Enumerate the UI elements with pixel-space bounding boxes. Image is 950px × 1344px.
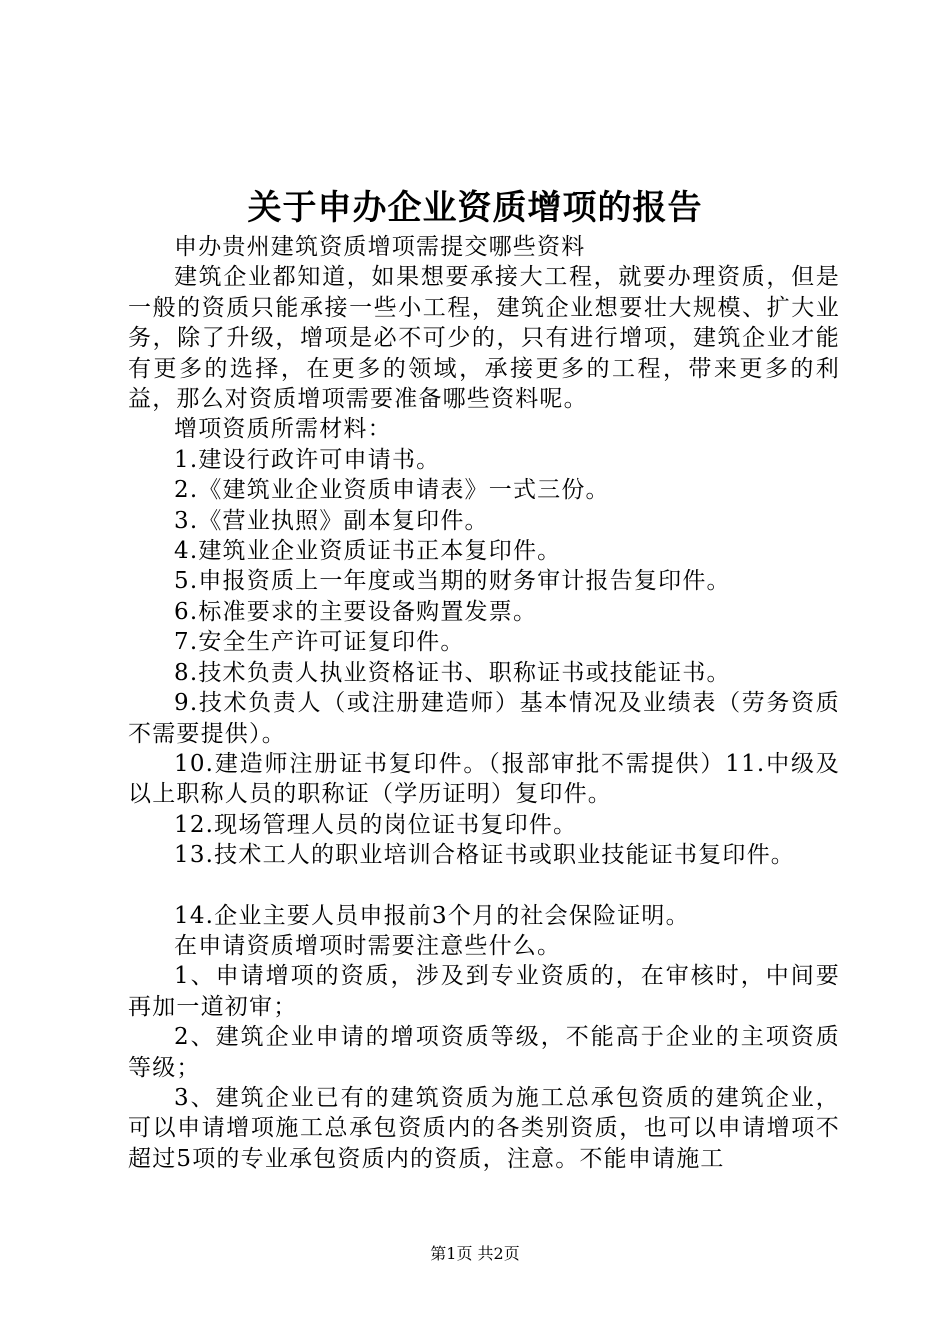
list-item: 7.安全生产许可证复印件。 [174, 629, 465, 656]
document-body [128, 232, 840, 1174]
list-item: 3.《营业执照》副本复印件。 [174, 507, 489, 534]
list-item: 2.《建筑业企业资质申请表》一式三份。 [174, 477, 610, 504]
document-title: 关于申办企业资质增项的报告 [247, 188, 703, 228]
note-item: 1、申请增项的资质，涉及到专业资质的，在审核时，中间要再加一道初审； [128, 963, 840, 1020]
list-item: 5.申报资质上一年度或当期的财务审计报告复印件。 [174, 568, 731, 595]
list-item: 8.技术负责人执业资格证书、职称证书或技能证书。 [174, 659, 731, 686]
note-item: 2、建筑企业申请的增项资质等级，不能高于企业的主项资质等级； [128, 1024, 840, 1081]
list-item: 6.标准要求的主要设备购置发票。 [174, 598, 538, 625]
paragraph-intro: 建筑企业都知道，如果想要承接大工程，就要办理资质，但是一般的资质只能承接一些小工程，建筑企业想要壮大规模、扩大业务，除了升级，增项是必不可少的，只有进行增项，建筑企业才能有更多的选择，在更多的领域，承接更多的工程，带来更多的利益，那么对资质增项需要准备哪些资料呢。 [128, 264, 840, 413]
list-item: 4.建筑业企业资质证书正本复印件。 [174, 538, 562, 565]
list-item: 14.企业主要人员申报前3个月的社会保险证明。 [174, 902, 690, 929]
note-item: 3、建筑企业已有的建筑资质为施工总承包资质的建筑企业，可以申请增项施工总承包资质内的各类别资质，也可以申请增项不超过5项的专业承包资质内的资质，注意。不能申请施工 [128, 1084, 840, 1172]
list-item: 1.建设行政许可申请书。 [174, 446, 441, 473]
page-indicator: 第1页 共2页 [430, 1244, 520, 1263]
list-item: 9.技术负责人（或注册建造师）基本情况及业绩表（劳务资质不需要提供）。 [128, 690, 840, 747]
list-item: 12.现场管理人员的岗位证书复印件。 [174, 811, 578, 838]
paragraph-subtitle: 申办贵州建筑资质增项需提交哪些资料 [174, 234, 586, 260]
paragraph-materials-heading: 增项资质所需材料： [174, 416, 392, 443]
list-item: 13.技术工人的职业培训合格证书或职业技能证书复印件。 [174, 842, 795, 869]
paragraph-notes-heading: 在申请资质增项时需要注意些什么。 [174, 932, 562, 959]
list-item: 10.建造师注册证书复印件。（报部审批不需提供）11.中级及以上职称人员的职称证（学历证明）复印件。 [128, 750, 840, 808]
